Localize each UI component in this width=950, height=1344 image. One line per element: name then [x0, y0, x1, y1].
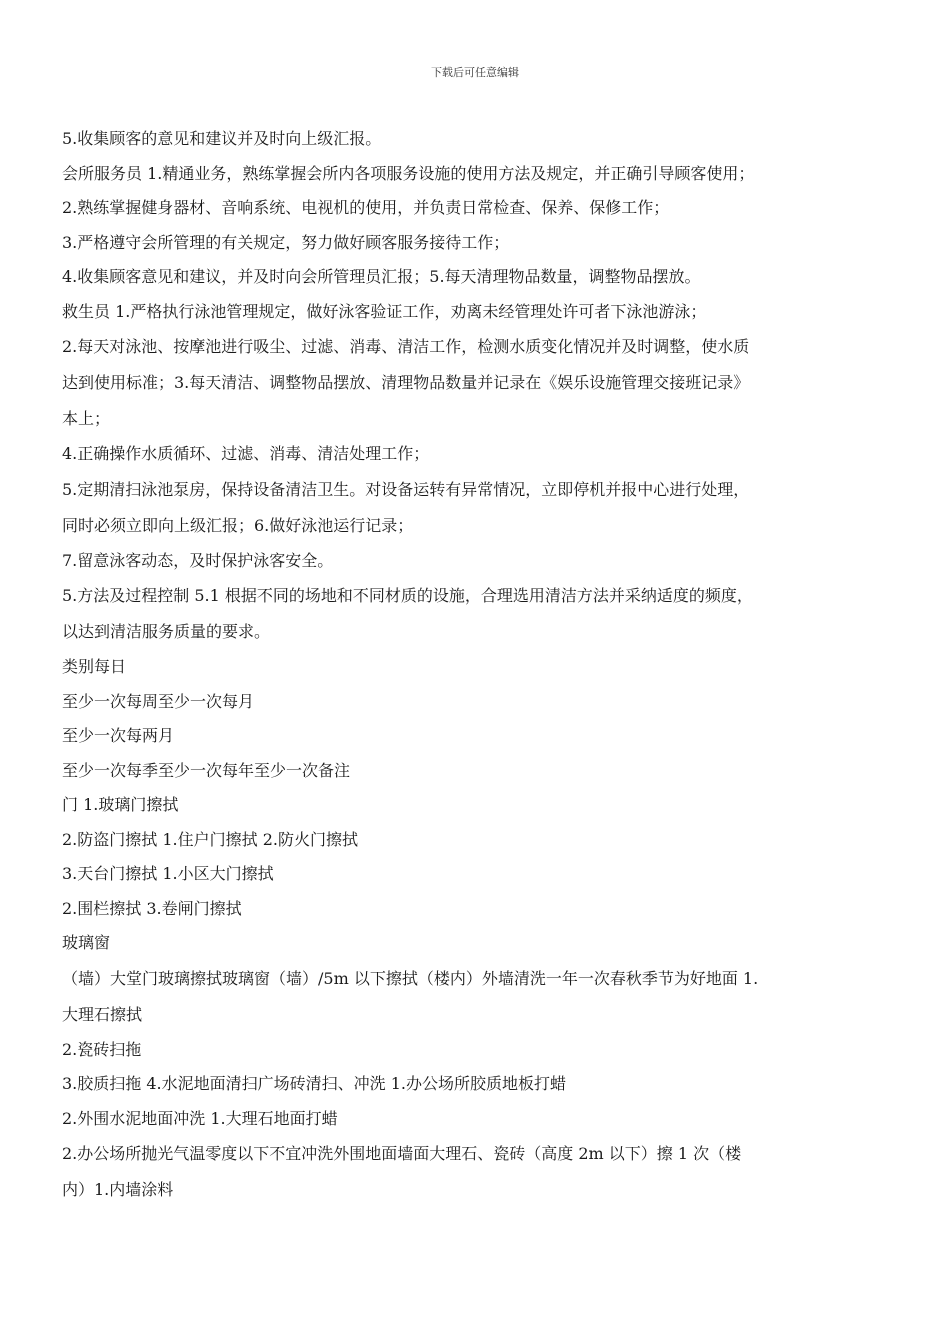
text-line: 7.留意泳客动态，及时保护泳客安全。 — [62, 550, 334, 570]
text-line: 至少一次每季至少一次每年至少一次备注 — [62, 760, 351, 780]
text-line: 2.每天对泳池、按摩池进行吸尘、过滤、消毒、清洁工作，检测水质变化情况并及时调整，使水质 — [62, 337, 750, 356]
page-header: 下载后可任意编辑 — [431, 66, 519, 79]
text-line: 2.围栏擦拭 3.卷闸门擦拭 — [62, 898, 242, 918]
text-line: 至少一次每两月 — [62, 726, 175, 745]
text-line: 至少一次每周至少一次每月 — [62, 691, 255, 711]
text-line: 5.定期清扫泳池泵房，保持设备清洁卫生。对设备运转有异常情况，立即停机并报中心进行处理， — [62, 479, 750, 499]
text-line: 4.收集顾客意见和建议，并及时向会所管理员汇报；5.每天清理物品数量，调整物品摆放。 — [62, 267, 701, 286]
text-line: 3.天台门擦拭 1.小区大门擦拭 — [62, 864, 274, 883]
text-line: 门 1.玻璃门擦拭 — [62, 795, 179, 814]
text-line: 2.办公场所抛光气温零度以下不宜冲洗外围地面墙面大理石、瓷砖（高度 2m 以下）擦 1 次（楼 — [62, 1144, 742, 1163]
text-line: 达到使用标准；3.每天清洁、调整物品摆放、清理物品数量并记录在《娱乐设施管理交接班记录》 — [62, 373, 750, 392]
text-line: 玻璃窗 — [62, 933, 111, 952]
text-line: 5.收集顾客的意见和建议并及时向上级汇报。 — [62, 129, 382, 148]
text-line: 大理石擦拭 — [62, 1004, 143, 1024]
text-line: 3.胶质扫拖 4.水泥地面清扫广场砖清扫、冲洗 1.办公场所胶质地板打蜡 — [62, 1074, 566, 1093]
text-line: 4.正确操作水质循环、过滤、消毒、清洁处理工作； — [62, 444, 430, 463]
text-line: 2.防盗门擦拭 1.住户门擦拭 2.防火门擦拭 — [62, 829, 358, 849]
text-line: 本上； — [62, 409, 111, 428]
text-line: （墙）大堂门玻璃擦拭玻璃窗（墙）/5m 以下擦拭（楼内）外墙清洗一年一次春秋季节为好地面 1. — [62, 968, 759, 988]
document-body — [62, 122, 892, 1208]
text-line: 5.方法及过程控制 5.1 根据不同的场地和不同材质的设施，合理选用清洁方法并采纳适度的频度， — [62, 586, 753, 605]
text-line: 2.熟练掌握健身器材、音响系统、电视机的使用，并负责日常检查、保养、保修工作； — [62, 198, 670, 217]
text-line: 类别每日 — [62, 657, 127, 676]
text-line: 内）1.内墙涂料 — [62, 1180, 174, 1199]
text-line: 救生员 1.严格执行泳池管理规定，做好泳客验证工作，劝离未经管理处许可者下泳池游泳； — [62, 301, 707, 321]
text-line: 3.严格遵守会所管理的有关规定，努力做好顾客服务接待工作； — [62, 232, 510, 252]
text-line: 同时必须立即向上级汇报；6.做好泳池运行记录； — [62, 515, 414, 535]
text-line: 2.瓷砖扫拖 — [62, 1039, 142, 1059]
text-line: 以达到清洁服务质量的要求。 — [62, 622, 271, 641]
text-line: 会所服务员 1.精通业务，熟练掌握会所内各项服务设施的使用方法及规定，并正确引导顾客使用； — [62, 163, 755, 183]
text-line: 2.外围水泥地面冲洗 1.大理石地面打蜡 — [62, 1108, 338, 1128]
